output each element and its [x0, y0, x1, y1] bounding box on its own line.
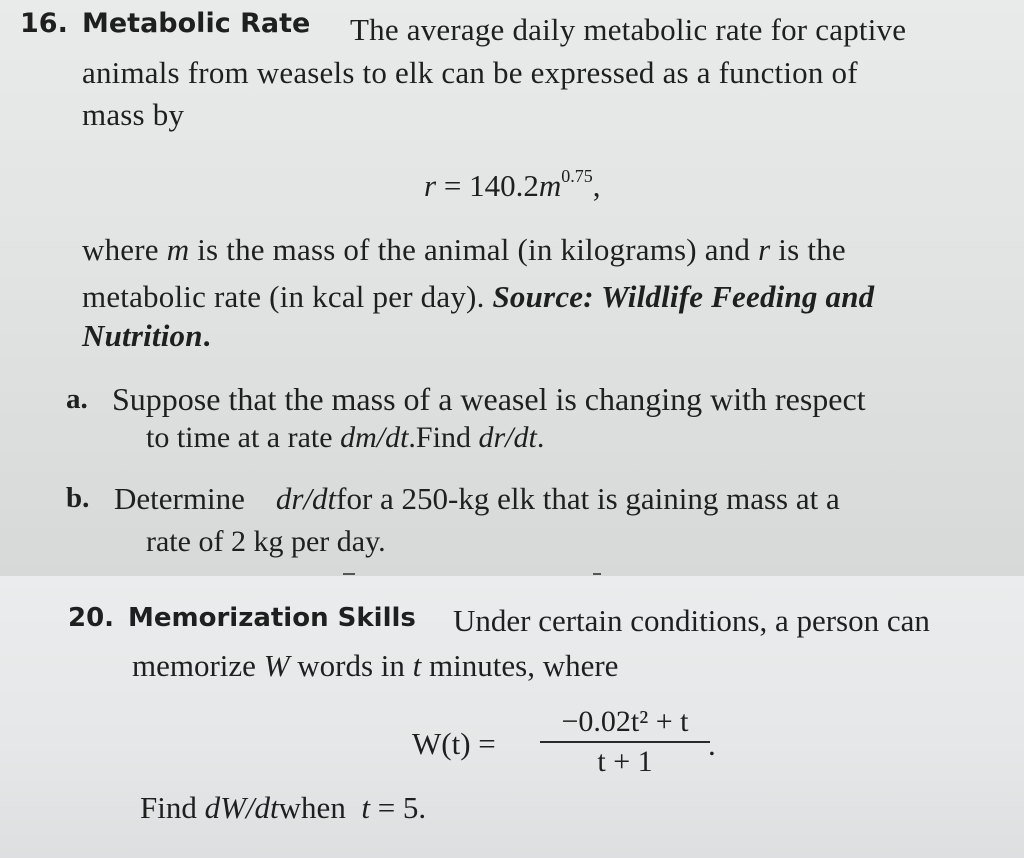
problem-20-line-2	[132, 648, 618, 684]
var-m: m	[166, 232, 190, 267]
dr-dt: dr/dt	[478, 421, 537, 454]
problem-20-find	[140, 790, 426, 826]
source-end: .	[202, 318, 211, 353]
eq-trail: ,	[592, 168, 601, 203]
text-segment: minutes, where	[421, 648, 619, 683]
problem-16-title: Metabolic Rate	[82, 8, 311, 39]
eq-equals: =	[478, 726, 496, 761]
print-mark	[343, 573, 355, 575]
text-segment: Determine	[114, 481, 253, 516]
part-a-line-2	[146, 421, 544, 455]
dW-dt: dW/dt	[204, 790, 279, 825]
text-segment: is the	[770, 232, 846, 267]
dm-dt: dm/dt	[340, 421, 409, 454]
var-W: W	[263, 648, 290, 683]
var-r: r	[758, 232, 771, 267]
text-segment: for a 250-kg elk that is gaining mass at a	[336, 481, 840, 516]
eq-lhs: r	[424, 168, 437, 203]
text-segment: .Find	[408, 421, 479, 454]
problem-16-line-6	[82, 318, 211, 354]
problem-20-number: 20.	[68, 603, 115, 633]
fraction-numerator: −0.02t² + t	[561, 705, 689, 738]
part-a-label: a.	[66, 383, 88, 415]
text-segment: .	[536, 421, 545, 454]
eq-lhs: W(t)	[412, 726, 471, 761]
text-segment: memorize	[132, 648, 264, 683]
fraction-denominator: t + 1	[597, 745, 653, 778]
part-b-label: b.	[66, 482, 90, 514]
print-mark	[593, 573, 601, 575]
part-b-line-1	[114, 481, 840, 517]
problem-16-line-2: animals from weasels to elk can be expressed as a function of	[82, 55, 858, 90]
source-label-2: Nutrition	[82, 318, 203, 353]
text-segment: metabolic rate (in kcal per day).	[82, 279, 493, 314]
text-segment: when	[278, 790, 354, 825]
var-t: t	[412, 648, 422, 683]
part-b-line-2: rate of 2 kg per day.	[146, 525, 386, 558]
problem-16-line-1: The average daily metabolic rate for captive	[350, 12, 907, 47]
text-segment: = 5.	[369, 790, 427, 825]
problem-16-line-5	[82, 279, 874, 315]
source-label: Source: Wildlife Feeding and	[492, 279, 875, 314]
eq-exponent: 0.75	[561, 166, 593, 186]
metabolic-rate-equation	[424, 166, 600, 204]
memorization-equation-lhs	[412, 726, 496, 762]
dr-dt: dr/dt	[275, 481, 337, 516]
problem-16-number: 16.	[20, 8, 68, 39]
eq-variable: m	[538, 168, 562, 203]
part-a-line-1: Suppose that the mass of a weasel is changing with respect	[112, 381, 866, 417]
fraction-bar	[540, 741, 710, 743]
text-segment: where	[82, 232, 167, 267]
text-segment: words in	[289, 648, 413, 683]
var-t: t	[361, 790, 370, 825]
problem-20-title: Memorization Skills	[128, 603, 416, 633]
memorization-fraction	[540, 705, 710, 779]
problem-16-line-3: mass by	[82, 97, 185, 132]
eq-equals: =	[443, 168, 462, 203]
equation-period: .	[708, 727, 716, 762]
text-segment: is the mass of the animal (in kilograms) and	[189, 232, 759, 267]
problem-16-line-4	[82, 232, 846, 268]
problem-20-line-1: Under certain conditions, a person can	[453, 603, 930, 638]
eq-coefficient: 140.2	[469, 168, 539, 203]
text-segment: to time at a rate	[146, 421, 341, 454]
text-segment: Find	[140, 790, 205, 825]
